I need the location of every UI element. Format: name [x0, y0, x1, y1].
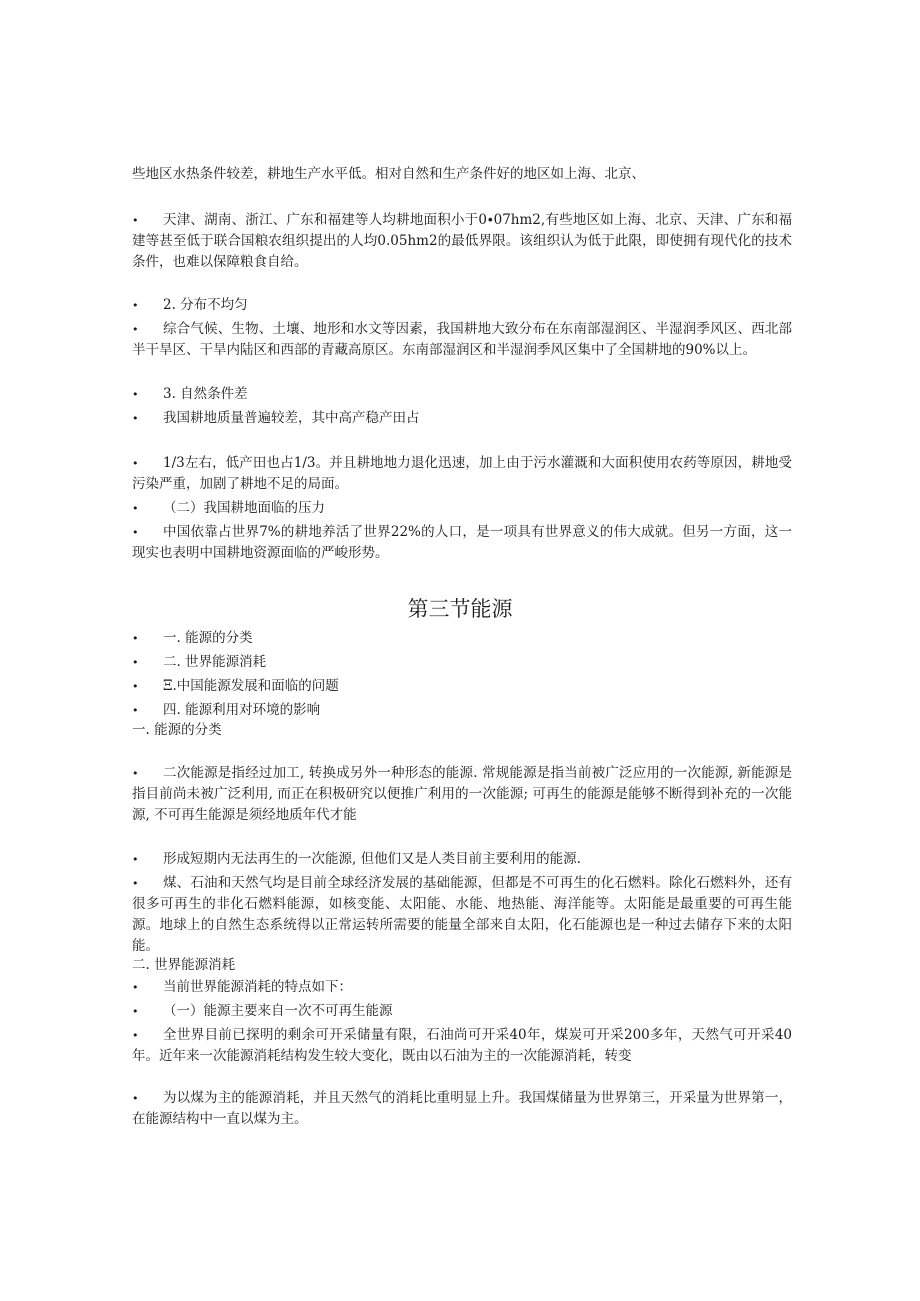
bullet-text: 2. 分布不均匀	[163, 297, 248, 313]
bullet-icon: •	[132, 656, 139, 669]
toc-item	[132, 652, 792, 673]
bullet-icon: •	[132, 388, 139, 401]
bullet-item	[132, 453, 792, 495]
bullet-text: 1/3左右，低产田也占1/3。并且耕地地力退化迅速，加上由于污水灌溉和大面积使用农药等原因，耕地受污染严重，加剧了耕地不足的局面。	[132, 455, 792, 492]
bullet-icon: •	[132, 853, 139, 866]
bullet-item	[132, 498, 792, 519]
bullet-icon: •	[132, 632, 139, 645]
bullet-item	[132, 384, 792, 405]
bullet-icon: •	[132, 526, 139, 539]
toc-text: 一. 能源的分类	[163, 630, 253, 646]
bullet-icon: •	[132, 299, 139, 312]
bullet-text: 综合气候、生物、土壤、地形和水文等因素，我国耕地大致分布在东南部湿润区、半湿润季风区、西北部半干旱区、干旱内陆区和西部的青藏高原区。东南部湿润区和半湿润季风区集中了全国耕地的90%以上。	[132, 321, 792, 358]
bullet-icon: •	[132, 981, 139, 994]
bullet-item	[132, 873, 792, 957]
bullet-text: 全世界目前已探明的剩余可开采储量有限，石油尚可开采40年，煤炭可开采200多年，天然气可开采40年。近年来一次能源消耗结构发生较大变化，既由以石油为主的一次能源消耗，转变	[132, 1027, 792, 1064]
bullet-text: 为以煤为主的能源消耗，并且天然气的消耗比重明显上升。我国煤储量为世界第三，开采量为世界第一，在能源结构中一直以煤为主。	[132, 1090, 792, 1127]
toc-item	[132, 700, 792, 721]
bullet-icon: •	[132, 1092, 139, 1105]
bullet-item	[132, 522, 792, 564]
subsection-title: 二. 世界能源消耗	[132, 957, 236, 973]
toc-text: 四. 能源利用对环境的影响	[163, 702, 321, 718]
bullet-text: （二）我国耕地面临的压力	[163, 500, 325, 516]
toc-text: 二. 世界能源消耗	[163, 654, 267, 670]
bullet-icon: •	[132, 214, 139, 227]
bullet-item	[132, 849, 792, 870]
bullet-item	[132, 1025, 792, 1067]
paragraph-continuation: 些地区水热条件较差，耕地生产水平低。相对自然和生产条件好的地区如上海、北京、	[132, 166, 645, 182]
bullet-text: 我国耕地质量普遍较差，其中高产稳产田占	[163, 410, 420, 426]
subsection-title: 一. 能源的分类	[132, 722, 222, 738]
bullet-text: 形成短期内无法再生的一次能源, 但他们又是人类目前主要利用的能源.	[163, 851, 581, 867]
bullet-icon: •	[132, 457, 139, 470]
bullet-text: 当前世界能源消耗的特点如下：	[163, 979, 352, 995]
bullet-icon: •	[132, 412, 139, 425]
bullet-icon: •	[132, 502, 139, 515]
bullet-icon: •	[132, 767, 139, 780]
bullet-item	[132, 763, 792, 826]
bullet-item	[132, 408, 792, 429]
bullet-text: 3. 自然条件差	[163, 386, 248, 402]
bullet-item	[132, 1088, 792, 1130]
bullet-icon: •	[132, 704, 139, 717]
bullet-icon: •	[132, 680, 139, 693]
bullet-item	[132, 295, 792, 316]
bullet-icon: •	[132, 877, 139, 890]
bullet-icon: •	[132, 323, 139, 336]
section-heading: 第三节能源	[407, 597, 513, 621]
bullet-text: 二次能源是指经过加工, 转换成另外一种形态的能源. 常规能源是指当前被广泛应用的一次能源, 新能源是指目前尚未被广泛利用, 而正在积极研究以便推广利用的一次能源; 可再生的能源是能够不断得到补充的一次能源, 不可再生能源是须经地质年代才能	[132, 765, 792, 823]
bullet-icon: •	[132, 1005, 139, 1018]
bullet-item	[132, 977, 792, 998]
toc-item	[132, 676, 792, 697]
toc-item	[132, 628, 792, 649]
toc-text: Ξ.中国能源发展和面临的问题	[163, 678, 339, 694]
bullet-icon: •	[132, 1029, 139, 1042]
bullet-text: 天津、湖南、浙江、广东和福建等人均耕地面积小于0∙07hm2,有些地区如上海、北京、天津、广东和福建等甚至低于联合国粮农组织提出的人均0.05hm2的最低界限。该组织认为低于此限，即使拥有现代化的技术条件，也难以保障粮食自给。	[132, 212, 792, 270]
bullet-item	[132, 1001, 792, 1022]
bullet-item	[132, 319, 792, 361]
bullet-text: （一）能源主要来自一次不可再生能源	[163, 1003, 393, 1019]
bullet-text: 煤、石油和天然气均是目前全球经济发展的基础能源，但都是不可再生的化石燃料。除化石燃料外，还有很多可再生的非化石燃料能源，如核变能、太阳能、水能、地热能、海洋能等。太阳能是最重要的可再生能源。地球上的自然生态系统得以正常运转所需要的能量全部来自太阳，化石能源也是一种过去储存下来的太阳能。	[132, 875, 792, 954]
bullet-item	[132, 210, 792, 273]
bullet-text: 中国依靠占世界7%的耕地养活了世界22%的人口，是一项具有世界意义的伟大成就。但另一方面，这一现实也表明中国耕地资源面临的严峻形势。	[132, 524, 792, 561]
